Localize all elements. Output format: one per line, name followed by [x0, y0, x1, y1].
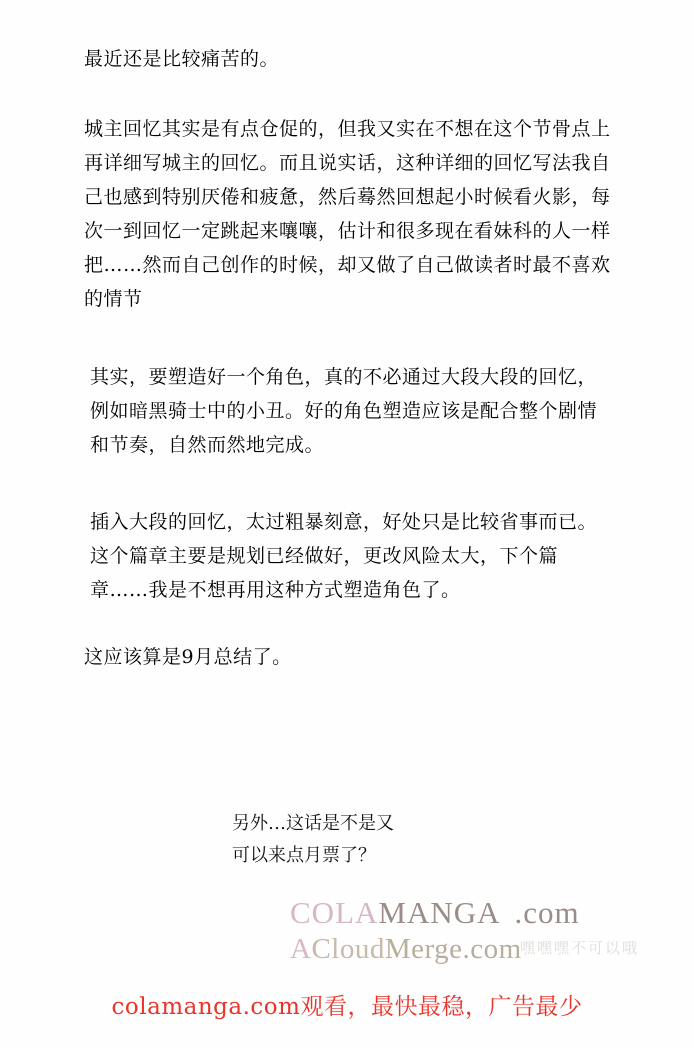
footer-promo-text: colamanga.com观看，最快最稳，广告最少	[111, 994, 583, 1020]
author-note-line-1: 另外…这话是不是又	[232, 813, 394, 834]
watermark-ghost-text: 嘿嘿嘿不可以哦	[520, 939, 640, 957]
watermark-line-2	[290, 933, 522, 966]
author-note-line-2: 可以来点月票了？	[232, 845, 376, 866]
paragraph-4: 插入大段的回忆，太过粗暴刻意，好处只是比较省事而已。这个篇章主要是规划已经做好，更改风险太大，下个篇章……我是不想再用这种方式塑造角色了。	[90, 511, 598, 601]
watermark-cola: COLA	[290, 895, 379, 930]
paragraph-5: 这应该算是9月总结了。	[84, 646, 292, 668]
paragraph-3: 其实，要塑造好一个角色，真的不必通过大段大段的回忆，例如暗黑骑士中的小丑。好的角色塑造应该是配合整个剧情和节奏，自然而然地完成。	[90, 366, 598, 456]
watermark-cloud: Cloud	[311, 933, 385, 965]
watermark-merge: Merge.com	[384, 933, 522, 965]
watermark-manga: MANGA	[378, 895, 501, 930]
author-note	[232, 808, 532, 872]
watermark-a: A	[290, 933, 312, 965]
watermark-line-1	[290, 895, 580, 931]
watermark-dotcom: .com	[514, 895, 580, 930]
site-watermark	[290, 895, 694, 975]
paragraph-2: 城主回忆其实是有点仓促的，但我又实在不想在这个节骨点上再详细写城主的回忆。而且说实话，这种详细的回忆写法我自己也感到特别厌倦和疲惫，然后蓦然回想起小时候看火影，每次一到回忆一定跳起来嚷嚷，估计和很多现在看妹科的人一样把……然而自己创作的时候，却又做了自己做读者时最不喜欢的情节	[84, 118, 611, 310]
paragraph-1: 最近还是比较痛苦的。	[84, 48, 280, 70]
